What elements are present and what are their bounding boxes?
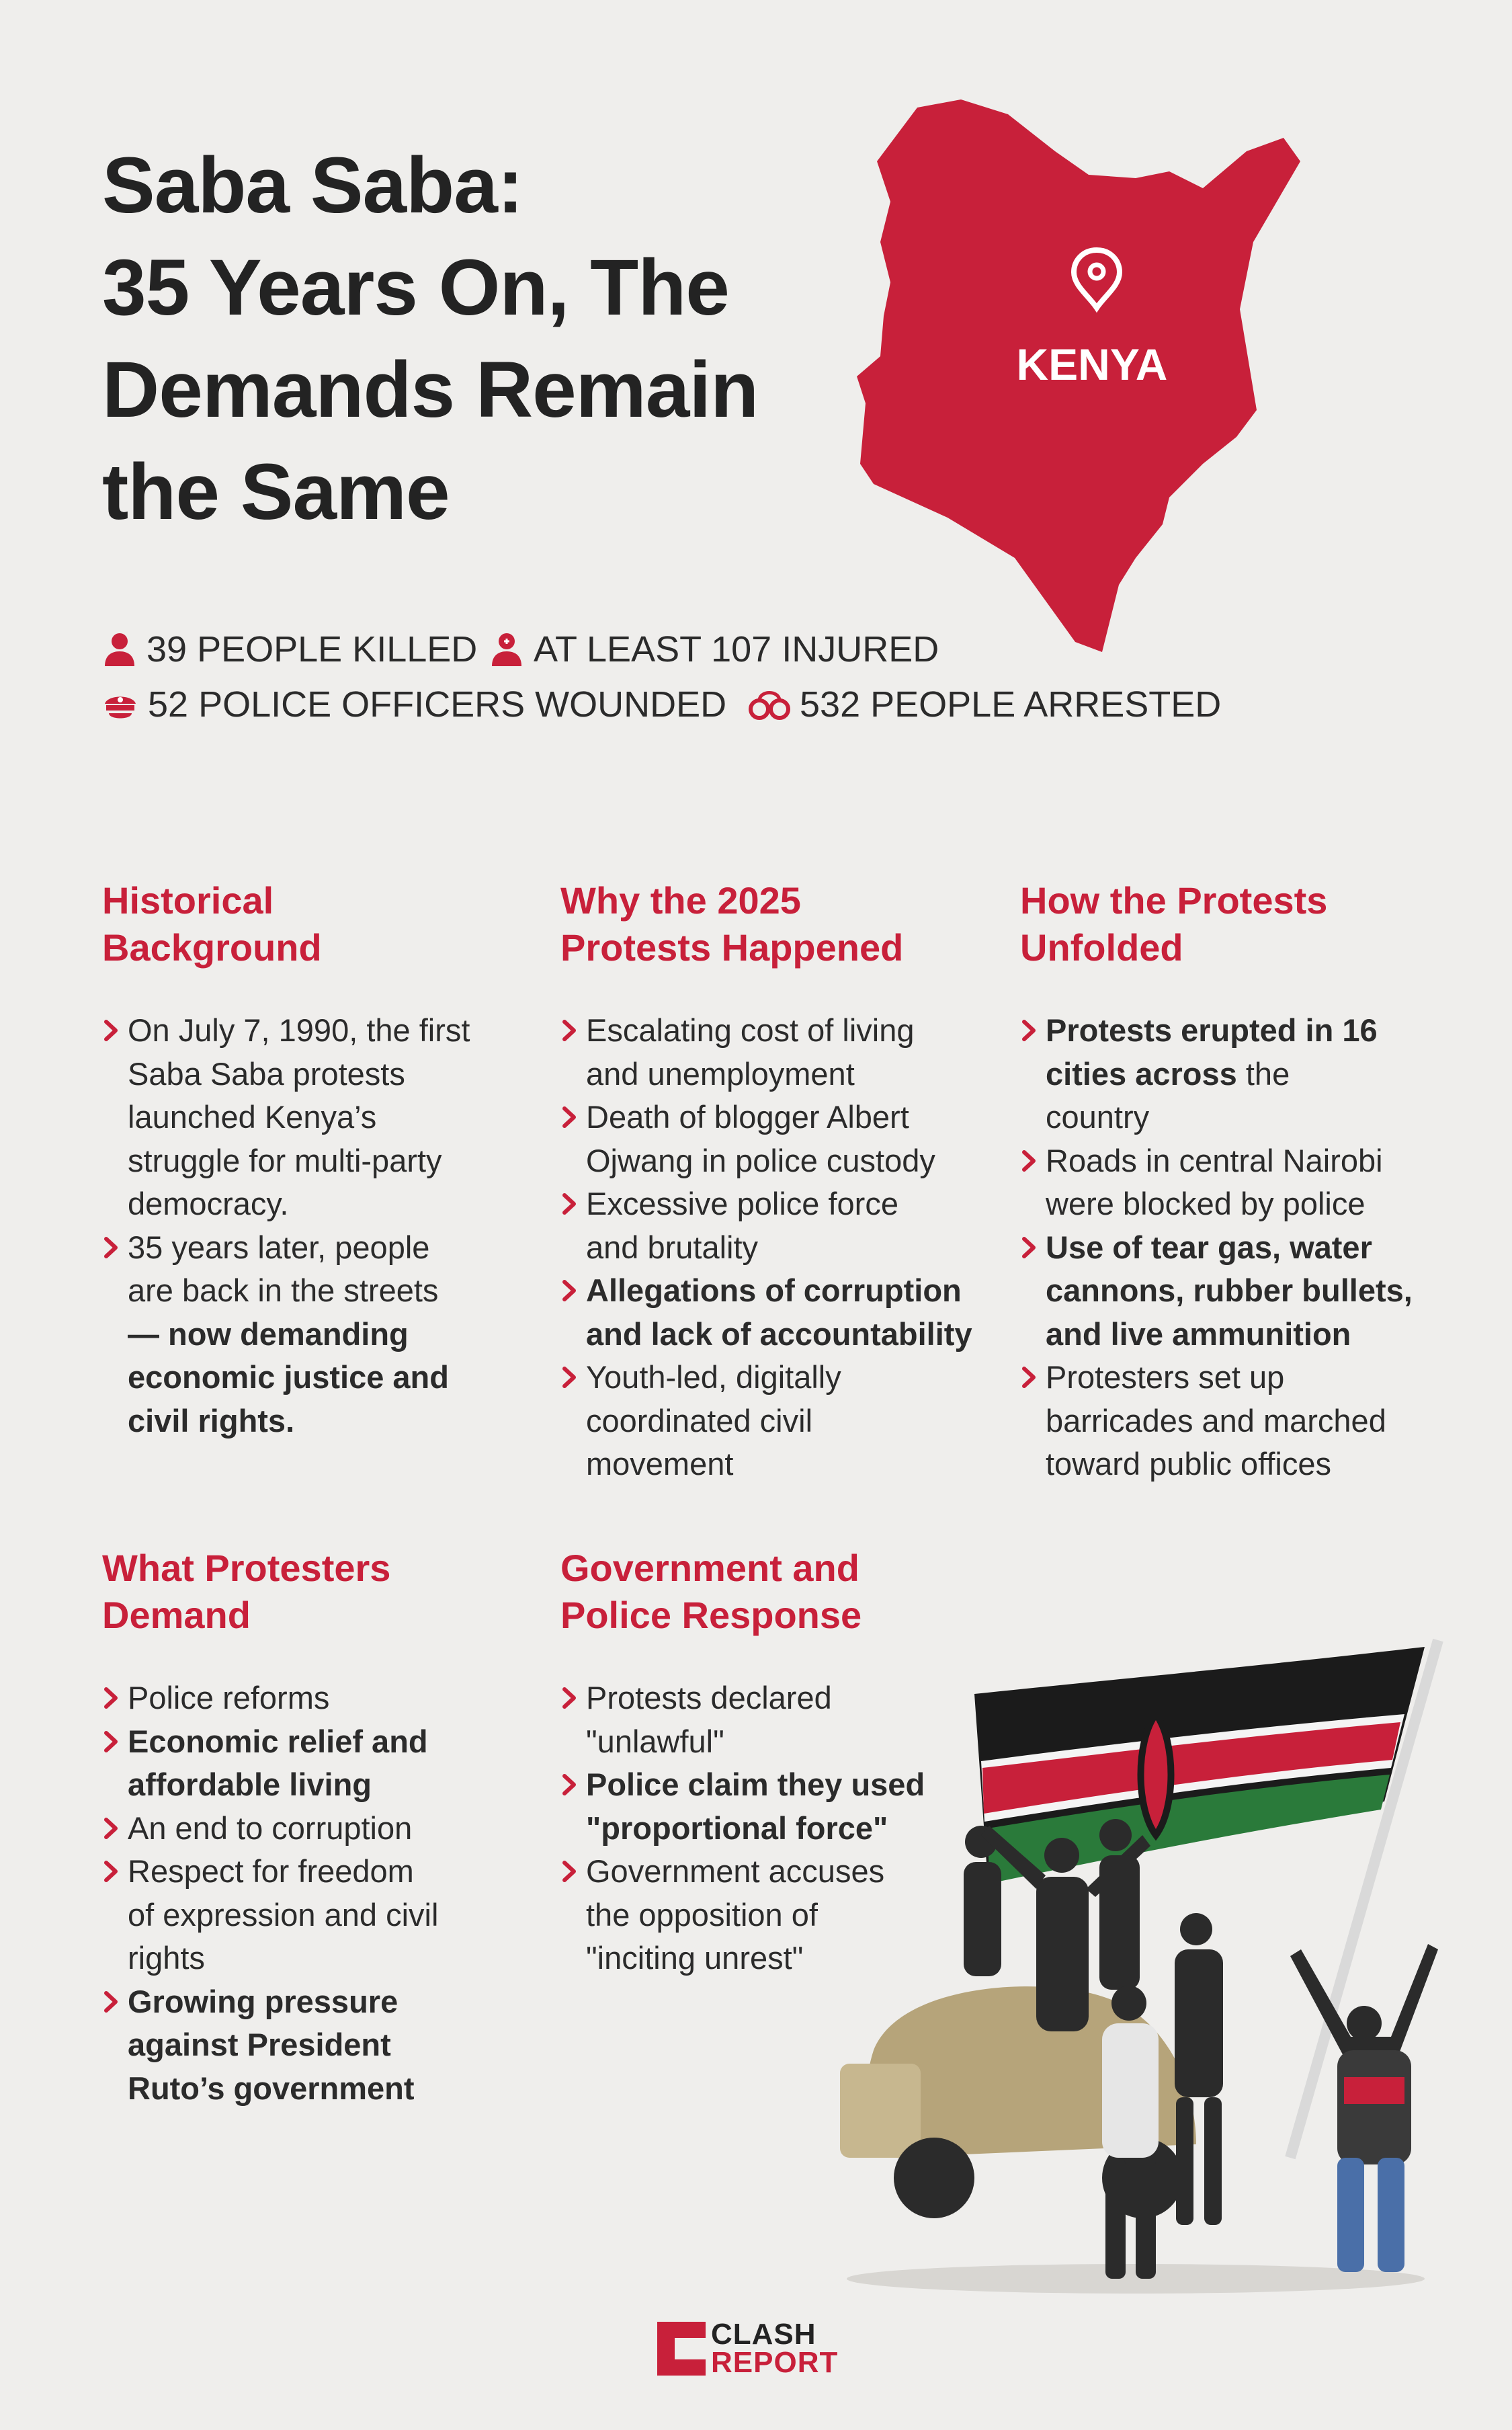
bullet-item xyxy=(102,1850,532,1980)
stat-text: 39 PEOPLE KILLED xyxy=(146,629,478,670)
section-title: Historical Background xyxy=(102,879,322,969)
bullet-item xyxy=(560,1182,1031,1269)
chevron-right-icon xyxy=(560,1018,579,1043)
section-what-protesters-demand xyxy=(102,1545,532,2110)
section-historical-background xyxy=(102,877,532,1443)
handcuffs-icon xyxy=(749,686,790,723)
bullet-list xyxy=(560,1009,1031,1486)
bullet-text-bold: — now demanding economic justice and civil rights. xyxy=(128,1315,449,1439)
person-icon xyxy=(102,631,137,667)
bullet-text: Police reforms xyxy=(128,1680,330,1715)
bullet-item xyxy=(102,1807,532,1851)
chevron-right-icon xyxy=(102,1859,121,1884)
bullet-text-bold: Protests erupted in 16 cities across xyxy=(1046,1012,1378,1092)
section-title: Why the 2025 Protests Happened xyxy=(560,879,904,969)
title-line: Demands Remain xyxy=(102,346,759,434)
stat-killed xyxy=(102,629,477,670)
bullet-item xyxy=(560,1009,1031,1096)
bullet-text-bold: Use of tear gas, water cannons, rubber bullets, and live ammunition xyxy=(1046,1229,1413,1352)
bullet-list xyxy=(102,1009,532,1443)
bullet-item xyxy=(102,1980,532,2111)
bullet-text: Excessive police force and brutality xyxy=(586,1186,898,1265)
chevron-right-icon xyxy=(1020,1235,1039,1260)
bullet-item xyxy=(1020,1226,1490,1356)
bullet-item xyxy=(102,1009,532,1226)
bullet-item xyxy=(560,1356,1031,1486)
chevron-right-icon xyxy=(560,1859,579,1884)
map-country-label: KENYA xyxy=(1016,339,1168,389)
bullet-text: Protests declared "unlawful" xyxy=(586,1680,832,1759)
chevron-right-icon xyxy=(102,1729,121,1754)
bullet-item xyxy=(1020,1356,1490,1486)
bullet-text-bold: Police claim they used "proportional force" xyxy=(586,1767,925,1846)
stat-arrested xyxy=(749,684,1221,725)
bullet-text: 35 years later, people are back in the streets xyxy=(128,1229,439,1308)
chevron-right-icon xyxy=(560,1685,579,1711)
bullet-text: Escalating cost of living and unemployment xyxy=(586,1012,915,1092)
chevron-right-icon xyxy=(560,1772,579,1797)
bullet-text: Youth-led, digitally coordinated civil movement xyxy=(586,1359,841,1482)
section-title: Government and Police Response xyxy=(560,1547,862,1636)
title-line: the Same xyxy=(102,448,450,536)
stat-injured xyxy=(489,629,939,670)
bullet-item xyxy=(102,1720,532,1807)
bullet-text-bold: Growing pressure against President Ruto’s government xyxy=(128,1983,415,2106)
logo-line-1: CLASH xyxy=(711,2318,816,2351)
chevron-right-icon xyxy=(102,1816,121,1841)
bullet-text-bold: Economic relief and affordable living xyxy=(128,1723,428,1802)
stat-text: 52 POLICE OFFICERS WOUNDED xyxy=(148,684,727,725)
chevron-right-icon xyxy=(1020,1365,1039,1390)
chevron-right-icon xyxy=(102,1018,121,1043)
police-cap-icon xyxy=(102,686,138,723)
stat-text: 532 PEOPLE ARRESTED xyxy=(800,684,1222,725)
bullet-text: On July 7, 1990, the first Saba Saba protests launched Kenya’s struggle for multi-party democracy. xyxy=(128,1012,470,1221)
bullet-text: Protesters set up barricades and marched toward public offices xyxy=(1046,1359,1386,1482)
injured-person-icon xyxy=(489,631,524,667)
kenya-map xyxy=(853,87,1324,665)
bullet-text: Respect for freedom of expression and civil rights xyxy=(128,1853,439,1976)
stat-police-wounded xyxy=(102,684,726,725)
bullet-text: Death of blogger Albert Ojwang in police custody xyxy=(586,1099,935,1178)
page-title xyxy=(102,134,909,543)
bullet-text: Government accuses the opposition of "inciting unrest" xyxy=(586,1853,885,1976)
section-title: How the Protests Unfolded xyxy=(1020,879,1328,969)
chevron-right-icon xyxy=(560,1191,579,1217)
section-how-protests-unfolded xyxy=(1020,877,1490,1486)
title-line: 35 Years On, The xyxy=(102,243,729,332)
chevron-right-icon xyxy=(1020,1148,1039,1174)
bullet-list xyxy=(1020,1009,1490,1486)
bullet-text: Roads in central Nairobi were blocked by police xyxy=(1046,1142,1383,1221)
chevron-right-icon xyxy=(102,1685,121,1711)
bullet-text: the country xyxy=(1046,1055,1290,1135)
section-title: What Protesters Demand xyxy=(102,1547,391,1636)
protesters-with-kenyan-flag-photo xyxy=(820,1633,1458,2299)
bullet-text-bold: Allegations of corruption and lack of accountability xyxy=(586,1272,972,1352)
title-line: Saba Saba: xyxy=(102,141,523,230)
bullet-item xyxy=(1020,1009,1490,1139)
clash-report-logo-mark-icon xyxy=(657,2322,706,2376)
chevron-right-icon xyxy=(560,1365,579,1390)
logo-line-2: REPORT xyxy=(711,2346,839,2379)
chevron-right-icon xyxy=(102,1989,121,2015)
clash-report-logo xyxy=(657,2320,838,2377)
bullet-list xyxy=(102,1676,532,2110)
chevron-right-icon xyxy=(102,1235,121,1260)
chevron-right-icon xyxy=(560,1104,579,1130)
bullet-text: An end to corruption xyxy=(128,1810,413,1846)
section-why-protests-happened xyxy=(560,877,1031,1486)
stat-text: AT LEAST 107 INJURED xyxy=(534,629,939,670)
bullet-item xyxy=(560,1096,1031,1182)
chevron-right-icon xyxy=(1020,1018,1039,1043)
bullet-item xyxy=(102,1676,532,1720)
bullet-item xyxy=(1020,1139,1490,1226)
bullet-item xyxy=(560,1269,1031,1356)
chevron-right-icon xyxy=(560,1278,579,1303)
bullet-item xyxy=(102,1226,532,1443)
